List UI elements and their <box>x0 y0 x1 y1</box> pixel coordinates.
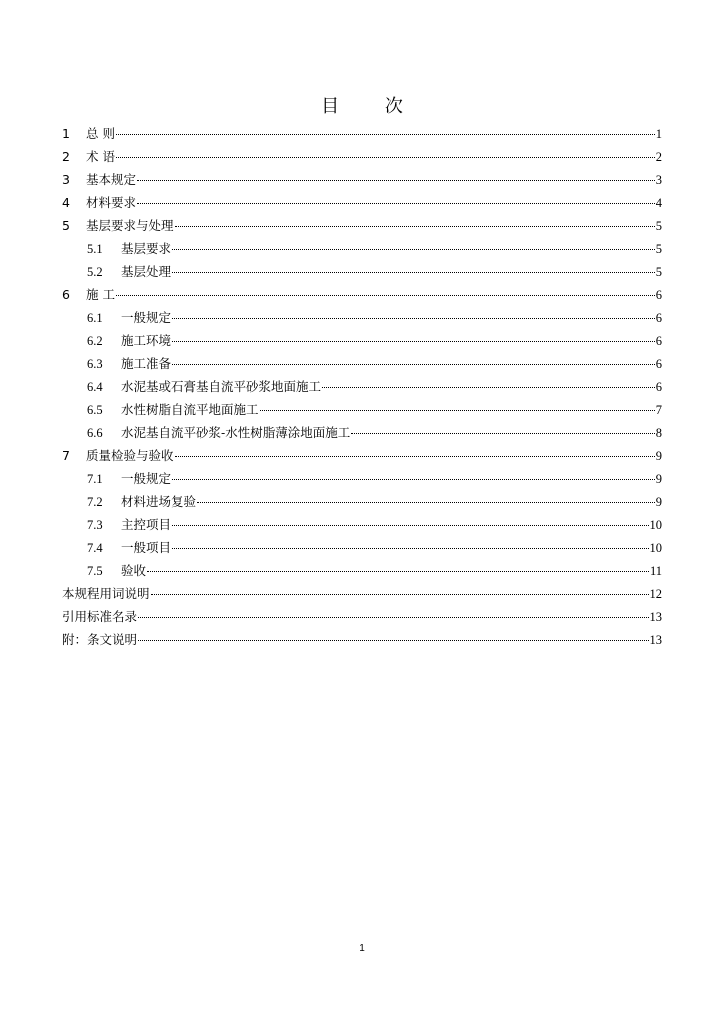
dot-leader <box>172 479 655 480</box>
toc-entry-number: 6 <box>62 287 70 302</box>
dot-leader <box>172 548 648 549</box>
toc-entry-title: 水泥基自流平砂浆-水性树脂薄涂地面施工 <box>121 425 351 440</box>
dot-leader <box>138 640 648 641</box>
toc-entry-title: 质量检验与验收 <box>86 448 174 463</box>
dot-leader <box>175 226 655 227</box>
toc-entry-page: 9 <box>655 495 662 509</box>
toc-entry-number: 7.2 <box>87 495 103 509</box>
page-title: 目 次 <box>321 96 423 117</box>
toc-entry[interactable] <box>62 352 662 375</box>
toc-entry-number: 5.1 <box>87 242 103 256</box>
toc-entry-title: 基层处理 <box>121 264 172 279</box>
toc-entry-number: 7.3 <box>87 518 103 532</box>
dot-leader <box>351 433 655 434</box>
toc-entry[interactable] <box>62 513 662 536</box>
toc-entry-page: 5 <box>655 265 662 279</box>
dot-leader <box>138 617 648 618</box>
toc-entry-number: 6.4 <box>87 380 103 394</box>
dot-leader <box>322 387 655 388</box>
toc-entry-number: 7 <box>62 448 70 463</box>
toc-entry-page: 1 <box>655 127 662 141</box>
toc-entry[interactable] <box>62 605 662 628</box>
toc-entry-title: 基层要求 <box>121 241 172 256</box>
table-of-contents <box>62 122 662 651</box>
toc-entry-title: 基层要求与处理 <box>86 218 174 233</box>
page-number: 1 <box>359 943 365 954</box>
toc-entry-page: 6 <box>655 357 662 371</box>
toc-entry-page: 13 <box>649 610 662 624</box>
toc-entry-page: 9 <box>655 472 662 486</box>
toc-entry-page: 6 <box>655 311 662 325</box>
toc-entry-number: 6.2 <box>87 334 103 348</box>
toc-entry-title: 总 则 <box>86 126 115 141</box>
toc-entry-page: 10 <box>649 541 662 555</box>
toc-entry[interactable] <box>62 421 662 444</box>
toc-entry-title: 验收 <box>121 563 147 578</box>
toc-entry[interactable] <box>62 490 662 513</box>
toc-entry-title: 附：条文说明 <box>62 632 138 647</box>
dot-leader <box>172 272 655 273</box>
toc-entry-page: 10 <box>649 518 662 532</box>
toc-entry-title: 施 工 <box>86 287 115 302</box>
dot-leader <box>172 249 655 250</box>
toc-entry-title: 水泥基或石膏基自流平砂浆地面施工 <box>121 379 322 394</box>
toc-entry-title: 基本规定 <box>86 172 137 187</box>
toc-entry-page: 12 <box>649 587 662 601</box>
toc-entry-page: 5 <box>655 219 662 233</box>
toc-entry[interactable] <box>62 329 662 352</box>
toc-entry-number: 7.4 <box>87 541 103 555</box>
toc-entry-number: 6.1 <box>87 311 103 325</box>
toc-entry[interactable] <box>62 536 662 559</box>
toc-entry[interactable] <box>62 444 662 467</box>
toc-entry-title: 材料要求 <box>86 195 137 210</box>
dot-leader <box>116 134 655 135</box>
toc-entry-page: 7 <box>655 403 662 417</box>
toc-entry-number: 6.5 <box>87 403 103 417</box>
toc-entry-title: 一般规定 <box>121 471 172 486</box>
toc-entry[interactable] <box>62 306 662 329</box>
toc-entry-page: 8 <box>655 426 662 440</box>
dot-leader <box>137 180 655 181</box>
dot-leader <box>197 502 655 503</box>
toc-entry[interactable] <box>62 628 662 651</box>
dot-leader <box>151 594 649 595</box>
dot-leader <box>172 525 648 526</box>
dot-leader <box>172 318 655 319</box>
toc-entry-page: 13 <box>649 633 662 647</box>
toc-entry-page: 5 <box>655 242 662 256</box>
toc-entry-number: 6.3 <box>87 357 103 371</box>
toc-entry-number: 1 <box>62 126 70 141</box>
dot-leader <box>172 364 655 365</box>
toc-entry-page: 6 <box>655 334 662 348</box>
toc-entry-number: 2 <box>62 149 70 164</box>
dot-leader <box>137 203 655 204</box>
toc-entry-title: 施工准备 <box>121 356 172 371</box>
toc-entry[interactable] <box>62 237 662 260</box>
dot-leader <box>260 410 655 411</box>
toc-entry-number: 3 <box>62 172 70 187</box>
toc-entry-page: 4 <box>655 196 662 210</box>
toc-entry[interactable] <box>62 467 662 490</box>
toc-entry[interactable] <box>62 582 662 605</box>
toc-entry-number: 4 <box>62 195 70 210</box>
dot-leader <box>147 571 649 572</box>
toc-entry[interactable] <box>62 398 662 421</box>
toc-entry-title: 材料进场复验 <box>121 494 197 509</box>
toc-entry-title: 一般项目 <box>121 540 172 555</box>
toc-entry-number: 5.2 <box>87 265 103 279</box>
toc-entry-number: 6.6 <box>87 426 103 440</box>
toc-entry[interactable] <box>62 145 662 168</box>
toc-entry[interactable] <box>62 559 662 582</box>
toc-entry-page: 11 <box>649 564 662 578</box>
toc-entry-title: 施工环境 <box>121 333 172 348</box>
toc-entry-number: 7.5 <box>87 564 103 578</box>
toc-entry[interactable] <box>62 260 662 283</box>
toc-entry-title: 一般规定 <box>121 310 172 325</box>
toc-entry[interactable] <box>62 375 662 398</box>
toc-entry[interactable] <box>62 214 662 237</box>
toc-entry-page: 9 <box>655 449 662 463</box>
toc-entry-title: 主控项目 <box>121 517 172 532</box>
dot-leader <box>116 157 655 158</box>
toc-entry[interactable] <box>62 168 662 191</box>
toc-entry-title: 水性树脂自流平地面施工 <box>121 402 259 417</box>
toc-entry-number: 7.1 <box>87 472 103 486</box>
toc-entry-number: 5 <box>62 218 70 233</box>
toc-entry[interactable] <box>62 283 662 306</box>
dot-leader <box>175 456 655 457</box>
toc-entry[interactable] <box>62 191 662 214</box>
toc-entry-title: 本规程用词说明 <box>62 586 150 601</box>
toc-entry-title: 术 语 <box>86 149 115 164</box>
dot-leader <box>116 295 655 296</box>
toc-entry-page: 6 <box>655 380 662 394</box>
toc-entry-title: 引用标准名录 <box>62 609 138 624</box>
toc-entry-page: 2 <box>655 150 662 164</box>
toc-entry-page: 6 <box>655 288 662 302</box>
toc-entry-page: 3 <box>655 173 662 187</box>
dot-leader <box>172 341 655 342</box>
toc-entry[interactable] <box>62 122 662 145</box>
